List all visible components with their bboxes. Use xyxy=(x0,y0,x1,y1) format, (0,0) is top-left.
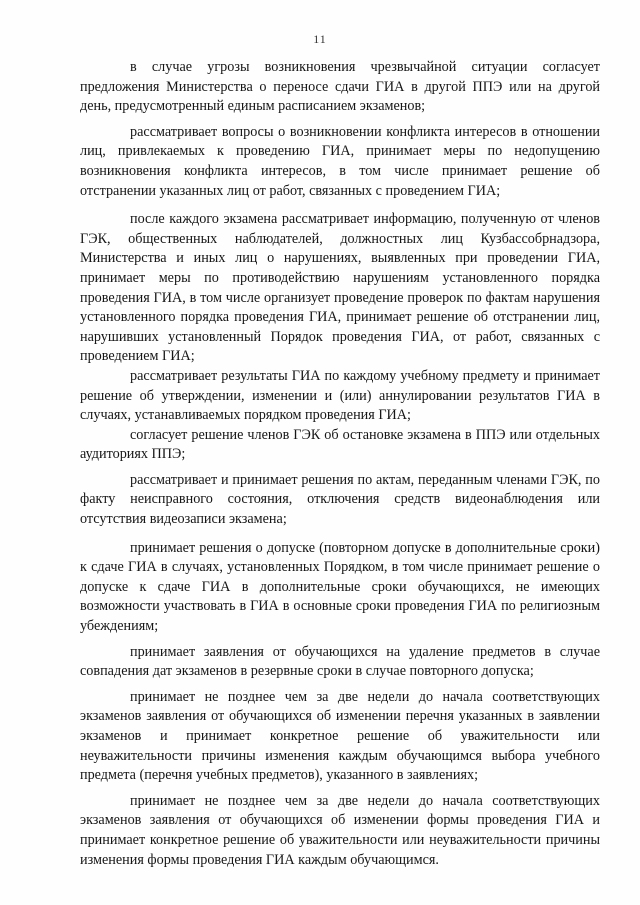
paragraph-conflict-of-interest: рассматривает вопросы о возникновении конфликта интересов в отношении лиц, привлекаемых к проведению ГИА, принимает меры по недопущению возникновения конфликта интересов, в том числе принимает решение об отстранении указанных лиц от работ, связанных с проведением ГИА; xyxy=(80,123,600,199)
paragraph-exam-list-change: принимает не позднее чем за две недели до начала соответствующих экзаменов заявления от обучающихся об изменении перечня указанных в заявлении экзаменов и принимает конкретное решение об уважительности или неуважительности причины изменения каждым обучающимся выбора учебного предмета (перечня учебных предметов), указанного в заявлениях; xyxy=(80,688,600,784)
paragraph-exam-stop: согласует решение членов ГЭК об остановке экзамена в ППЭ или отдельных аудиториях ППЭ; xyxy=(80,426,600,463)
paragraph-subject-removal: принимает заявления от обучающихся на удаление предметов в случае совпадения дат экзаменов в резервные сроки в случае повторного допуска; xyxy=(80,643,600,680)
paragraph-violations-review: после каждого экзамена рассматривает информацию, полученную от членов ГЭК, общественных наблюдателей, должностных лиц Кузбассобрнадзора, Министерства и иных лиц о нарушениях, выявленных при проведении ГИА, принимает меры по противодействию нарушениям установленного порядка проведения ГИА, в том числе организует проведение проверок по фактам нарушения установленного порядка проведения ГИА, принимает решение об отстранении лиц, нарушивших установленный Порядок проведения ГИА, от работ, связанных с проведением ГИА; xyxy=(80,211,600,365)
paragraph-results-review: рассматривает результаты ГИА по каждому учебному предмету и принимает решение об утверждении, изменении и (или) аннулировании результатов ГИА в случаях, устанавливаемых порядком проведения ГИА; xyxy=(80,367,600,424)
document-body xyxy=(80,58,600,870)
paragraph-emergency-transfer: в случае угрозы возникновения чрезвычайной ситуации согласует предложения Министерства о переносе сдачи ГИА в другой ППЭ или на другой день, предусмотренный единым расписанием экзаменов; xyxy=(80,59,600,115)
paragraph-video-acts: рассматривает и принимает решения по актам, переданным членами ГЭК, по факту неисправного состояния, отключения средств видеонаблюдения или отсутствия видеозаписи экзамена; xyxy=(80,471,600,528)
page-number: 11 xyxy=(313,32,327,46)
paragraph-admission: принимает решения о допуске (повторном допуске в дополнительные сроки) к сдаче ГИА в случаях, установленных Порядком, в том числе принимает решение о допуске к сдаче ГИА в дополнительные сроки обучающихся, не имеющих возможности участвовать в ГИА в основные сроки проведения ГИА по религиозным убеждениям; xyxy=(80,539,600,635)
paragraph-exam-form-change: принимает не позднее чем за две недели до начала соответствующих экзаменов заявления от обучающихся об изменении формы проведения ГИА и принимает конкретное решение об уважительности или неуважительности причины изменения формы проведения ГИА каждым обучающимся. xyxy=(80,792,600,868)
